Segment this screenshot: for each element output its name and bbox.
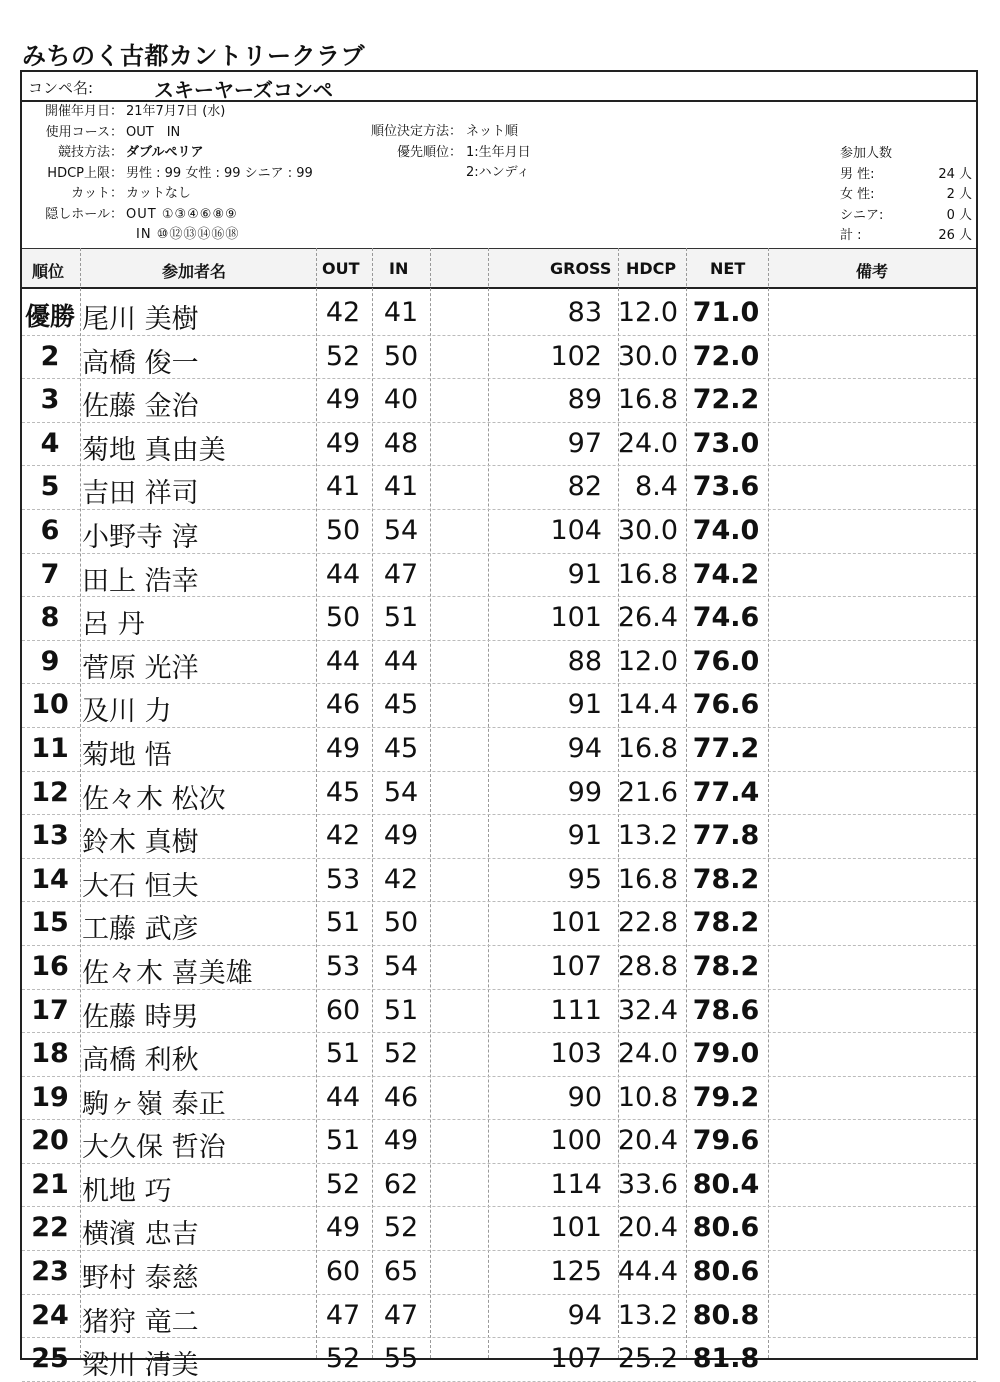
player-name-cell: 野村 泰慈 [82, 1263, 199, 1295]
out-score-cell: 41 [325, 471, 361, 503]
info-label: 優先順位： [396, 144, 462, 160]
in-score-cell: 62 [383, 1168, 419, 1200]
participants-male [840, 165, 980, 186]
player-name-cell: 高橋 俊一 [82, 347, 199, 379]
hdcp-cell: 33.6 [617, 1168, 678, 1200]
table-row [22, 990, 976, 1034]
count-label: 計 : [840, 228, 862, 243]
info-value: 21年7月7日 (水) [126, 104, 226, 119]
out-score-cell: 42 [325, 820, 361, 852]
table-row [22, 1120, 976, 1164]
player-name-cell: 梁川 清美 [82, 1350, 199, 1382]
gross-score-cell: 107 [550, 1343, 602, 1375]
rank-cell: 18 [31, 1038, 69, 1070]
count-value: 24 人 [938, 166, 972, 182]
rank-cell: 10 [31, 689, 69, 721]
rank-cell: 4 [40, 427, 60, 459]
info-label: カット： [71, 186, 123, 201]
rank-cell: 5 [40, 471, 60, 503]
rank-cell: 11 [31, 732, 69, 764]
player-name-cell: 猪狩 竜二 [82, 1306, 199, 1338]
count-label: シニア: [840, 207, 884, 223]
rank-cell: 22 [31, 1212, 69, 1244]
info-value: 2:ハンディ [466, 165, 530, 180]
net-score-cell: 77.2 [692, 732, 760, 764]
out-score-cell: 49 [325, 384, 361, 416]
net-score-cell: 80.8 [692, 1299, 760, 1331]
out-score-cell: 53 [325, 863, 361, 895]
player-name-cell: 呂 丹 [82, 609, 145, 641]
competition-row [22, 72, 976, 102]
results-table-body [22, 292, 976, 1382]
in-score-cell: 65 [383, 1256, 419, 1288]
in-score-cell: 40 [383, 384, 419, 416]
competition-name: スキーヤーズコンペ [154, 78, 333, 102]
player-name-cell: 佐々木 松次 [82, 783, 226, 815]
gross-score-cell: 97 [567, 427, 602, 459]
out-score-cell: 42 [325, 297, 361, 328]
gross-score-cell: 100 [550, 1125, 602, 1157]
info-label: 順位決定方法： [370, 124, 462, 139]
gross-score-cell: 94 [567, 1299, 602, 1331]
net-score-cell: 78.2 [692, 950, 760, 982]
club-title: みちのく古都カントリークラブ [22, 42, 365, 70]
gross-score-cell: 95 [567, 863, 602, 895]
net-score-cell: 72.2 [692, 384, 760, 416]
gross-score-cell: 102 [550, 340, 602, 372]
net-score-cell: 79.6 [692, 1125, 760, 1157]
info-value: 男性 : 99 女性 : 99 シニア : 99 [126, 165, 313, 181]
in-score-cell: 41 [383, 297, 419, 328]
gross-score-cell: 94 [567, 732, 602, 764]
gross-score-cell: 114 [550, 1168, 602, 1200]
info-row-ranking [352, 122, 612, 143]
hdcp-cell: 20.4 [617, 1212, 678, 1244]
info-value: ダブルペリア [126, 145, 204, 160]
info-label: 使用コース： [45, 124, 123, 140]
rank-cell: 7 [40, 558, 60, 590]
hdcp-cell: 24.0 [617, 1038, 678, 1070]
net-score-cell: 76.6 [692, 689, 760, 721]
gross-score-cell: 91 [567, 558, 602, 590]
hdcp-cell: 16.8 [617, 863, 678, 895]
in-score-cell: 52 [383, 1038, 419, 1070]
net-score-cell: 78.6 [692, 994, 760, 1026]
gross-score-cell: 82 [567, 471, 602, 503]
rank-cell: 25 [31, 1343, 69, 1375]
net-score-cell: 78.2 [692, 907, 760, 939]
header-out: OUT [322, 259, 360, 278]
info-row-date [22, 102, 362, 123]
ranking-info [352, 122, 612, 184]
player-name-cell: 田上 浩幸 [82, 565, 199, 597]
header-in: IN [389, 259, 409, 278]
player-name-cell: 横濱 忠吉 [82, 1219, 199, 1251]
in-score-cell: 47 [383, 1299, 419, 1331]
out-score-cell: 44 [325, 558, 361, 590]
gross-score-cell: 91 [567, 689, 602, 721]
out-score-cell: 51 [325, 907, 361, 939]
table-row [22, 336, 976, 380]
table-row [22, 423, 976, 467]
count-label: 男 性: [840, 166, 875, 182]
rank-cell: 13 [31, 820, 69, 852]
player-name-cell: 佐々木 喜美雄 [82, 957, 253, 989]
player-name-cell: 机地 巧 [82, 1175, 172, 1207]
gross-score-cell: 101 [550, 907, 602, 939]
rank-cell: 3 [40, 384, 60, 416]
info-value: カットなし [126, 186, 191, 201]
rank-cell: 12 [31, 776, 69, 808]
rank-cell: 21 [31, 1168, 69, 1200]
net-score-cell: 73.0 [692, 427, 760, 459]
in-score-cell: 47 [383, 558, 419, 590]
info-row-course [22, 123, 362, 144]
in-score-cell: 50 [383, 340, 419, 372]
info-row-cut [22, 184, 362, 205]
out-score-cell: 51 [325, 1038, 361, 1070]
table-row [22, 1033, 976, 1077]
hidden-holes-out-value: OUT ①③④⑥⑧⑨ [126, 206, 238, 222]
hdcp-cell: 25.2 [617, 1343, 678, 1375]
out-score-cell: 50 [325, 602, 361, 634]
rank-cell: 17 [31, 994, 69, 1026]
table-row [22, 597, 976, 641]
hdcp-cell: 30.0 [617, 514, 678, 546]
table-row [22, 772, 976, 816]
hidden-holes-in [22, 225, 362, 246]
table-row [22, 1207, 976, 1251]
rank-cell: 19 [31, 1081, 69, 1113]
participants-female [840, 185, 980, 206]
table-row [22, 1338, 976, 1382]
out-score-cell: 52 [325, 340, 361, 372]
gross-score-cell: 104 [550, 514, 602, 546]
out-score-cell: 45 [325, 776, 361, 808]
hdcp-cell: 30.0 [617, 340, 678, 372]
net-score-cell: 80.4 [692, 1168, 760, 1200]
table-row [22, 292, 976, 336]
table-row [22, 684, 976, 728]
out-score-cell: 60 [325, 994, 361, 1026]
count-value: 2 人 [946, 187, 972, 202]
net-score-cell: 74.2 [692, 558, 760, 590]
hdcp-cell: 16.8 [617, 384, 678, 416]
out-score-cell: 49 [325, 427, 361, 459]
in-score-cell: 55 [383, 1343, 419, 1375]
hidden-holes-in-value: IN ⑩⑫⑬⑭⑯⑱ [136, 227, 240, 242]
count-label: 女 性: [840, 187, 875, 202]
hdcp-cell: 24.0 [617, 427, 678, 459]
net-score-cell: 81.8 [692, 1343, 760, 1375]
header-remarks: 備考 [856, 262, 889, 281]
rank-cell: 6 [40, 514, 60, 546]
hdcp-cell: 12.0 [617, 645, 678, 677]
player-name-cell: 高橋 利秋 [82, 1045, 199, 1077]
in-score-cell: 41 [383, 471, 419, 503]
table-row [22, 1164, 976, 1208]
in-score-cell: 42 [383, 863, 419, 895]
rank-cell: 16 [31, 950, 69, 982]
out-score-cell: 46 [325, 689, 361, 721]
gross-score-cell: 88 [567, 645, 602, 677]
participants-total [840, 226, 980, 247]
rank-cell: 2 [40, 340, 60, 372]
net-score-cell: 77.8 [692, 820, 760, 852]
net-score-cell: 74.0 [692, 514, 760, 546]
player-name-cell: 尾川 美樹 [82, 304, 199, 335]
rank-cell: 14 [31, 863, 69, 895]
in-score-cell: 46 [383, 1081, 419, 1113]
info-label: HDCP上限： [47, 165, 123, 181]
header-name: 参加者名 [162, 262, 227, 281]
in-score-cell: 49 [383, 1125, 419, 1157]
rank-cell: 23 [31, 1256, 69, 1288]
out-score-cell: 52 [325, 1168, 361, 1200]
gross-score-cell: 91 [567, 820, 602, 852]
gross-score-cell: 101 [550, 602, 602, 634]
table-row [22, 466, 976, 510]
in-score-cell: 54 [383, 514, 419, 546]
hdcp-cell: 28.8 [617, 950, 678, 982]
player-name-cell: 駒ヶ嶺 泰正 [82, 1088, 226, 1120]
in-score-cell: 52 [383, 1212, 419, 1244]
net-score-cell: 78.2 [692, 863, 760, 895]
player-name-cell: 菊地 悟 [82, 739, 172, 771]
hdcp-cell: 32.4 [617, 994, 678, 1026]
net-score-cell: 80.6 [692, 1212, 760, 1244]
in-score-cell: 54 [383, 950, 419, 982]
out-score-cell: 52 [325, 1343, 361, 1375]
table-row [22, 728, 976, 772]
participants-title: 参加人数 [840, 146, 893, 161]
info-label [352, 163, 462, 184]
info-value: 1:生年月日 [466, 144, 531, 160]
net-score-cell: 73.6 [692, 471, 760, 503]
out-score-cell: 47 [325, 1299, 361, 1331]
table-row [22, 641, 976, 685]
rank-cell: 20 [31, 1125, 69, 1157]
hdcp-cell: 44.4 [617, 1256, 678, 1288]
competition-label: コンペ名: [28, 79, 94, 97]
player-name-cell: 吉田 祥司 [82, 478, 199, 510]
hdcp-cell: 13.2 [617, 1299, 678, 1331]
net-score-cell: 77.4 [692, 776, 760, 808]
player-name-cell: 菅原 光洋 [82, 652, 199, 684]
results-sheet [20, 70, 978, 1382]
in-score-cell: 50 [383, 907, 419, 939]
hdcp-cell: 12.0 [617, 297, 678, 328]
hdcp-cell: 16.8 [617, 558, 678, 590]
gross-score-cell: 111 [550, 994, 602, 1026]
table-row [22, 859, 976, 903]
rank-cell: 15 [31, 907, 69, 939]
net-score-cell: 79.2 [692, 1081, 760, 1113]
hidden-holes-label: 隠しホール： [45, 206, 123, 222]
table-row [22, 815, 976, 859]
net-score-cell: 79.0 [692, 1038, 760, 1070]
table-row [22, 510, 976, 554]
hdcp-cell: 13.2 [617, 820, 678, 852]
in-score-cell: 44 [383, 645, 419, 677]
info-label: 開催年月日： [44, 104, 123, 119]
rank-cell: 優勝 [24, 302, 75, 331]
in-score-cell: 51 [383, 602, 419, 634]
player-name-cell: 工藤 武彦 [82, 914, 199, 946]
net-score-cell: 74.6 [692, 602, 760, 634]
gross-score-cell: 103 [550, 1038, 602, 1070]
table-row [22, 1251, 976, 1295]
player-name-cell: 大石 恒夫 [82, 870, 199, 902]
hidden-holes-spacer [22, 225, 123, 246]
hidden-holes-out [22, 205, 362, 226]
in-score-cell: 45 [383, 732, 419, 764]
gross-score-cell: 107 [550, 950, 602, 982]
player-name-cell: 及川 力 [82, 696, 172, 728]
count-value: 26 人 [938, 228, 972, 243]
in-score-cell: 45 [383, 689, 419, 721]
net-score-cell: 71.0 [692, 297, 760, 328]
hdcp-cell: 14.4 [617, 689, 678, 721]
gross-score-cell: 125 [550, 1256, 602, 1288]
in-score-cell: 51 [383, 994, 419, 1026]
net-score-cell: 76.0 [692, 645, 760, 677]
hdcp-cell: 21.6 [617, 776, 678, 808]
rank-cell: 24 [31, 1299, 69, 1331]
table-row [22, 379, 976, 423]
info-value: OUT IN [126, 124, 181, 140]
player-name-cell: 小野寺 淳 [82, 521, 199, 553]
count-value: 0 人 [946, 207, 972, 223]
net-score-cell: 72.0 [692, 340, 760, 372]
table-row [22, 1077, 976, 1121]
gross-score-cell: 101 [550, 1212, 602, 1244]
info-row-method [22, 143, 362, 164]
out-score-cell: 60 [325, 1256, 361, 1288]
out-score-cell: 44 [325, 645, 361, 677]
info-row-hdcp-limit [22, 164, 362, 185]
gross-score-cell: 89 [567, 384, 602, 416]
info-label: 競技方法： [57, 145, 123, 160]
hdcp-cell: 10.8 [617, 1081, 678, 1113]
table-row [22, 946, 976, 990]
header-rank: 順位 [32, 262, 65, 281]
event-info [22, 102, 362, 246]
rank-cell: 9 [40, 645, 60, 677]
in-score-cell: 48 [383, 427, 419, 459]
info-value: ネット順 [466, 124, 519, 139]
out-score-cell: 49 [325, 1212, 361, 1244]
gross-score-cell: 99 [567, 776, 602, 808]
player-name-cell: 佐藤 金治 [82, 391, 199, 423]
participants-count [840, 144, 980, 247]
out-score-cell: 51 [325, 1125, 361, 1157]
out-score-cell: 53 [325, 950, 361, 982]
player-name-cell: 鈴木 真樹 [82, 827, 199, 859]
out-score-cell: 44 [325, 1081, 361, 1113]
out-score-cell: 50 [325, 514, 361, 546]
header-hdcp: HDCP [626, 259, 677, 278]
in-score-cell: 54 [383, 776, 419, 808]
header-net: NET [710, 259, 746, 278]
info-row-priority-2 [352, 163, 612, 184]
table-row [22, 1295, 976, 1339]
net-score-cell: 80.6 [692, 1256, 760, 1288]
hdcp-cell: 20.4 [617, 1125, 678, 1157]
header-gross: GROSS [550, 259, 612, 278]
hdcp-cell: 16.8 [617, 732, 678, 764]
rank-cell: 8 [40, 602, 60, 634]
table-header [22, 248, 976, 289]
table-row [22, 902, 976, 946]
player-name-cell: 大久保 哲治 [82, 1132, 226, 1164]
player-name-cell: 菊地 真由美 [82, 434, 226, 466]
hdcp-cell: 8.4 [635, 471, 678, 503]
gross-score-cell: 83 [567, 297, 602, 328]
in-score-cell: 49 [383, 820, 419, 852]
table-row [22, 554, 976, 598]
hdcp-cell: 26.4 [617, 602, 678, 634]
hdcp-cell: 22.8 [617, 907, 678, 939]
info-row-priority [352, 143, 612, 164]
participants-senior [840, 206, 980, 227]
player-name-cell: 佐藤 時男 [82, 1001, 199, 1033]
out-score-cell: 49 [325, 732, 361, 764]
gross-score-cell: 90 [567, 1081, 602, 1113]
